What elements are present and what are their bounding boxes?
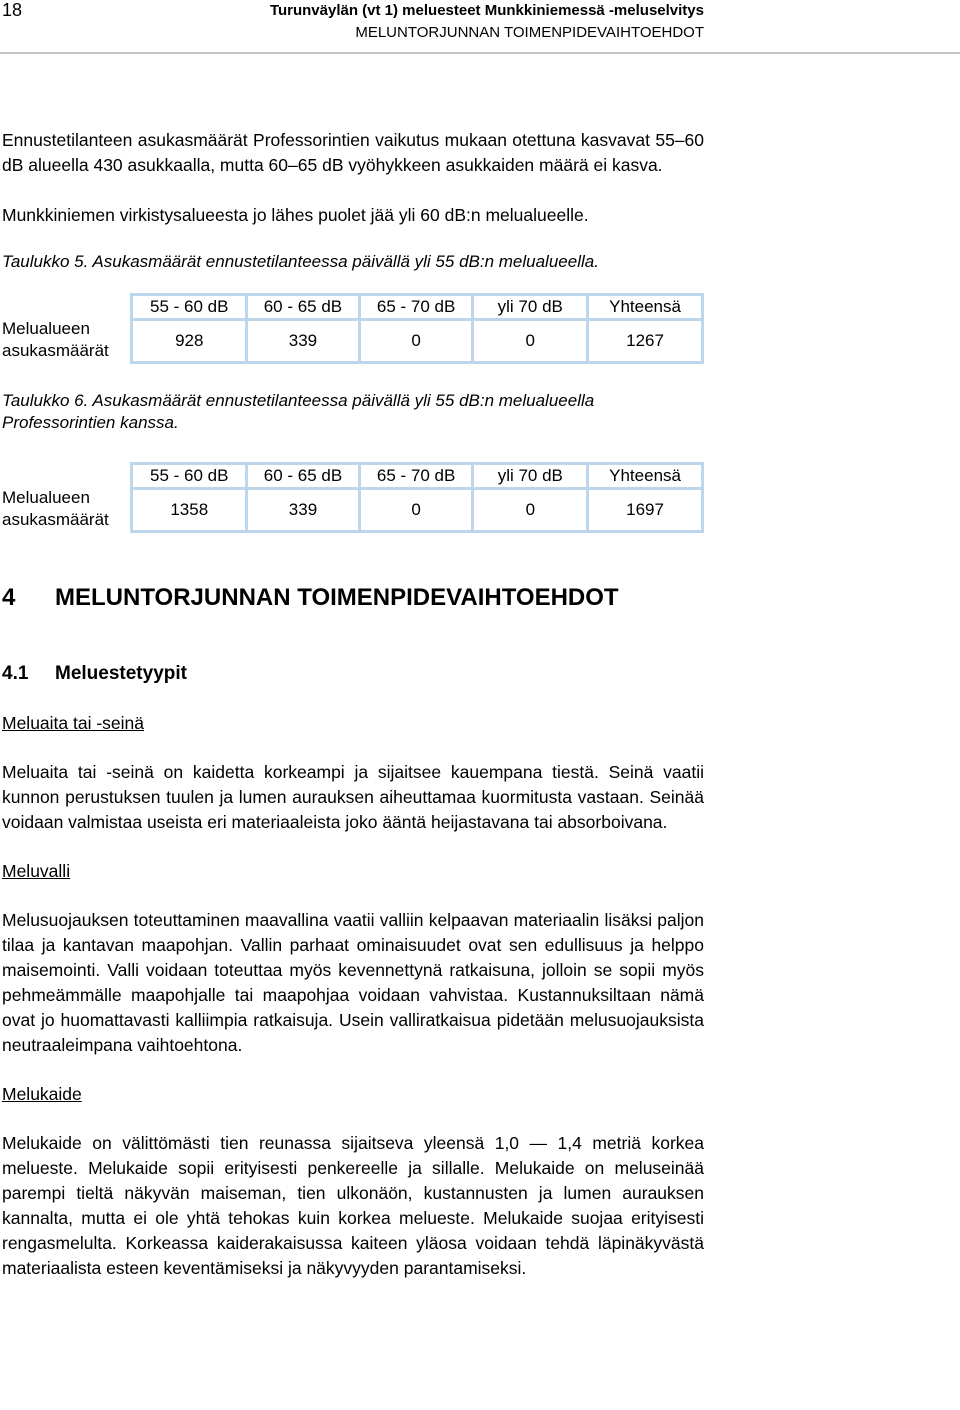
table-row-label	[2, 464, 132, 532]
section-number: 4	[2, 584, 16, 611]
document-title: Turunväylän (vt 1) meluesteet Munkkiniemessä -meluselvitys	[269, 2, 704, 19]
table-header-cell: 60 - 65 dB	[247, 464, 360, 489]
table-cell: 1267	[588, 320, 703, 363]
section-heading	[2, 583, 704, 613]
table-header-cell: yli 70 dB	[473, 295, 588, 320]
running-header	[270, 0, 704, 44]
table-cell: 0	[473, 489, 588, 532]
table-header-row	[2, 295, 703, 320]
table-5-caption: Taulukko 5. Asukasmäärät ennustetilanteessa päivällä yli 55 dB:n melualueella.	[2, 252, 599, 271]
table-6	[2, 462, 704, 533]
melukaide-heading: Melukaide	[2, 1084, 82, 1104]
table-cell: 0	[359, 320, 473, 363]
melukaide-paragraph: Melukaide on välittömästi tien reunassa sijaitseva yleensä 1,0 — 1,4 metriä korkea melueste. Melukaide sopii erityisesti penkereelle ja sillalle. Melukaide on meluseinää parempi tieltä näkyvän maiseman, tien ulkonäön, kustannusten ja lumen aurauksen kannalta, mutta ei ole yhtä tehokas kuin korkea melueste. Melukaide suojaa erityisesti rengasmelulta. Korkeassa kaiderakaisussa kaiteen yläosa voidaan tehdä läpinäkyvästä materiaalista esteen keventämiseksi ja näkyvyyden parantamiseksi.	[2, 1133, 704, 1278]
row-label-line: Melualueen	[2, 318, 90, 338]
intro-paragraph: Ennustetilanteen asukasmäärät Professorintien vaikutus mukaan otettuna kasvavat 55–60 dB alueella 430 asukkaalla, mutta 60–65 dB vyöhykkeen asukkaiden määrä ei kasva.	[2, 130, 704, 175]
table-header-cell: 65 - 70 dB	[359, 464, 473, 489]
table-header-cell: 55 - 60 dB	[132, 295, 247, 320]
meluaita-heading: Meluaita tai -seinä	[2, 713, 145, 733]
meluaita-paragraph: Meluaita tai -seinä on kaidetta korkeampi ja sijaitsee kauempana tiestä. Seinä vaatii kunnon perustuksen tuulen ja lumen aurauksen aiheuttamaa kuormitusta vastaan. Seinää voidaan valmistaa useista eri materiaaleista joko ääntä heijastavana tai absorboivana.	[2, 762, 704, 832]
row-label-line: Melualueen	[2, 487, 90, 507]
table-6-caption: Taulukko 6. Asukasmäärät ennustetilanteessa päivällä yli 55 dB:n melualueella Professorintien kanssa.	[2, 391, 595, 432]
table-cell: 0	[473, 320, 588, 363]
row-label-line: asukasmäärät	[2, 509, 109, 529]
table-cell: 339	[247, 320, 360, 363]
table-row-label	[2, 295, 132, 363]
table-cell: 1697	[588, 489, 703, 532]
row-label-line: asukasmäärät	[2, 340, 109, 360]
meluvalli-paragraph: Melusuojauksen toteuttaminen maavallina vaatii valliin kelpaavan materiaalin lisäksi paljon tilaa ja kantavan maapohjan. Vallin parhaat ominaisuudet ovat sen edullisuus ja helppo maisemointi. Valli voidaan toteuttaa myös kevennettynä ratkaisuna, jolloin se sopii myös pehmeämmälle maapohjalle tai maapohjaa voidaan vahvistaa. Kustannuksiltaan nämä ovat jo huomattavasti kalliimpia ratkaisuja. Usein valliratkaisua pidetään melusuojauksista neutraaleimpana vaihtoehtona.	[2, 910, 704, 1055]
table-cell: 0	[359, 489, 473, 532]
table-header-cell: 55 - 60 dB	[132, 464, 247, 489]
table-cell: 1358	[132, 489, 247, 532]
table-header-cell: 60 - 65 dB	[247, 295, 360, 320]
subsection-heading	[2, 661, 704, 687]
table-header-cell: 65 - 70 dB	[359, 295, 473, 320]
subsection-number: 4.1	[2, 663, 29, 684]
table-header-cell: Yhteensä	[588, 464, 703, 489]
table-cell: 339	[247, 489, 360, 532]
page-number: 18	[2, 0, 23, 20]
table-5	[2, 293, 704, 364]
table-header-row	[2, 464, 703, 489]
chapter-title: MELUNTORJUNNAN TOIMENPIDEVAIHTOEHDOT	[355, 24, 704, 41]
section-title: MELUNTORJUNNAN TOIMENPIDEVAIHTOEHDOT	[55, 584, 619, 611]
page-content	[2, 128, 704, 1281]
subsection-title: Meluestetyypit	[55, 663, 187, 684]
table-cell: 928	[132, 320, 247, 363]
intro-paragraph: Munkkiniemen virkistysalueesta jo lähes puolet jää yli 60 dB:n melualueelle.	[2, 205, 589, 225]
table-header-cell: yli 70 dB	[473, 464, 588, 489]
header-rule	[0, 52, 960, 54]
meluvalli-heading: Meluvalli	[2, 861, 71, 881]
table-header-cell: Yhteensä	[588, 295, 703, 320]
